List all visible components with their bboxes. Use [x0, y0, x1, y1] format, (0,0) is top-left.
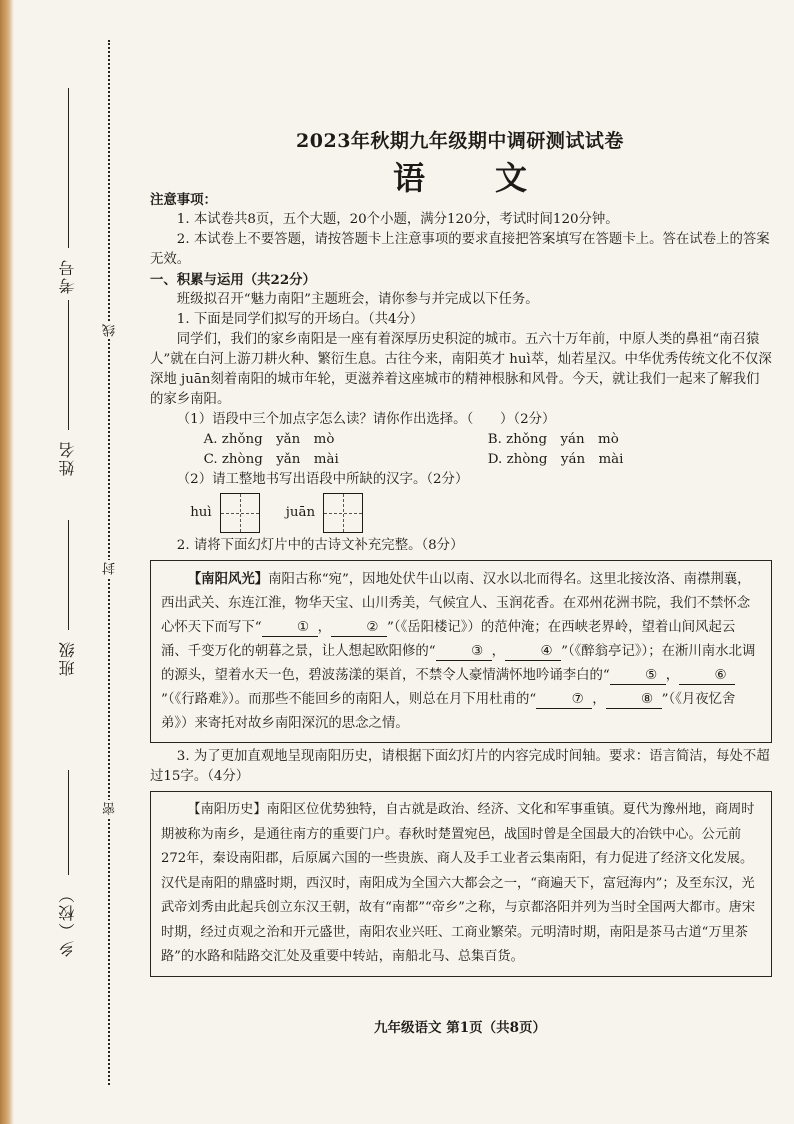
slide-text: ”（《醉翁亭记》）；在淅川南水北调的源头，望着水天一色，碧波荡漾的渠首，不禁令人豪情满怀地吟诵李白的“: [161, 644, 756, 683]
option-c[interactable]: C. zhòng yǎn mài: [203, 452, 339, 467]
name-label: 姓名: [58, 440, 77, 476]
slide-text: ”（《行路难》）。而那些不能回乡的南阳人，则总在月下用杜甫的“: [161, 692, 537, 707]
notice-item-2: 2. 本试卷上不要答题，请按答题卡上注意事项的要求直接把答案填写在答题卡上。答在试卷上的答案无效。: [150, 232, 770, 267]
blank-6[interactable]: ⑥: [679, 668, 735, 685]
slide-history-box: 【南阳历史】南阳区位优势独特，自古就是政治、经济、文化和军事重镇。夏代为豫州地，商周时期被称为南乡，是通往南方的重要门户。春秋时楚置宛邑，战国时曾是全国最大的冶铁中心。公元前272年，秦设南阳郡，后原属六国的一些贵族、商人及手工业者云集南阳，有力促进了经济文化发展。汉代是南阳的鼎盛时期，西汉时，南阳成为全国六大都会之一，“商遍天下，富冠海内”；及至东汉，光武帝刘秀由此起兵创立东汉王朝，故有“南都”“帝乡”之称，与京都洛阳并列为当时全国两大都市。唐宋时期，经过贞观之治和开元盛世，南阳农业兴旺、工商业繁荣。元明清时期，南阳是茶马古道“万里茶路”的水路和陆路交汇处及重要中转站，南船北马、总集百货。: [150, 791, 772, 977]
blank-1[interactable]: ①: [262, 620, 318, 637]
slide-text: ”（《岳阳楼记》）的范仲淹；在西峡老界岭，望着山间风起云涌、千变万化的朝暮之景，让人想起欧阳修的“: [161, 620, 736, 659]
question-3-stem: 3. 为了更加直观地呈现南阳历史，请根据下面幻灯片的内容完成时间轴。要求：语言简洁，每处不超过15字。（4分）: [150, 749, 770, 784]
name-underline[interactable]: [68, 300, 69, 430]
blank-8[interactable]: ⑧: [606, 692, 662, 709]
class-underline[interactable]: [68, 520, 69, 630]
slide-tag: 【南阳风光】: [187, 571, 269, 587]
blank-7[interactable]: ⑦: [536, 692, 592, 709]
binding-word-secret: 密: [103, 802, 118, 815]
class-label: 班级: [58, 640, 77, 676]
section-heading: 一、积累与运用（共22分）: [150, 272, 316, 288]
exam-no-underline[interactable]: [68, 88, 69, 248]
pinyin-juan: juān: [285, 505, 316, 520]
question-1-sub2: （2）请工整地书写出语段中所缺的汉字。（2分）: [176, 472, 469, 487]
slide-text: ，: [491, 644, 506, 659]
writing-box-1[interactable]: [220, 493, 260, 533]
school-label: 乡（校）: [58, 885, 77, 957]
option-b[interactable]: B. zhǒng yán mò: [487, 432, 619, 447]
binding-word-seal: 封: [103, 562, 118, 575]
slide-text: ”（《月夜忆舍弟》）来寄托对故乡南阳深沉的思念之情。: [161, 692, 736, 731]
binding-word-line: 线: [103, 324, 118, 337]
blank-4[interactable]: ④: [505, 644, 561, 661]
notice-item-1: 1. 本试卷共8页，五个大题，20个小题，满分120分，考试时间120分钟。: [176, 212, 619, 227]
question-1-options: [150, 430, 772, 470]
exam-no-label: 考号: [58, 258, 77, 294]
blank-3[interactable]: ③: [436, 644, 492, 661]
slide-text: ，: [665, 668, 680, 683]
exam-title: 2023年秋期九年级期中调研测试试卷: [296, 130, 624, 152]
page-edge: [0, 0, 14, 1124]
exam-content: [150, 190, 772, 981]
writing-grid-row: [150, 490, 772, 536]
page-footer: 九年级语文 第1页（共8页）: [374, 1020, 546, 1036]
blank-5[interactable]: ⑤: [610, 668, 666, 685]
question-1-passage: 同学们，我们的家乡南阳是一座有着深厚历史积淀的城市。五六十万年前，中原人类的鼻祖“南召猿人”就在白河上游刀耕火种、繁衍生息。古往今来，南阳英才 huì萃，灿若星汉。中华优秀传统文化不仅深深地 juān刻着南阳的城市年轮，更滋养着这座城市的精神根脉和风骨。今天，就让我们一起来了解我们的家乡南阳。: [150, 332, 772, 407]
notice-heading: 注意事项：: [150, 192, 217, 208]
slide-text: 南阳古称“宛”，因地处伏牛山以南、汉水以北而得名。这里北接汝洛、南襟荆襄，西出武关、东连江淮，物华天宝、山川秀美，气候宜人、玉润花香。在邓州花洲书院，我们不禁怀念心怀天下而写下“: [161, 572, 751, 635]
blank-2[interactable]: ②: [331, 620, 387, 637]
slide-scenery-box: [150, 560, 772, 743]
writing-box-2[interactable]: [323, 493, 363, 533]
option-d[interactable]: D. zhòng yán mài: [487, 452, 624, 467]
question-1-stem: 1. 下面是同学们拟写的开场白。（共4分）: [176, 312, 424, 327]
question-2-stem: 2. 请将下面幻灯片中的古诗文补充完整。（8分）: [176, 538, 464, 553]
section-intro: 班级拟召开“魅力南阳”主题班会，请你参与并完成以下任务。: [176, 292, 539, 307]
question-1-sub1: （1）语段中三个加点字怎么读？请你作出选择。（ ）（2分）: [176, 412, 556, 427]
option-a[interactable]: A. zhǒng yǎn mò: [203, 432, 335, 447]
school-underline[interactable]: [68, 770, 69, 875]
slide-text: ，: [317, 620, 331, 635]
slide-text: ，: [592, 692, 606, 707]
subject-title: 语文: [392, 159, 597, 197]
pinyin-hui: huì: [190, 505, 212, 520]
